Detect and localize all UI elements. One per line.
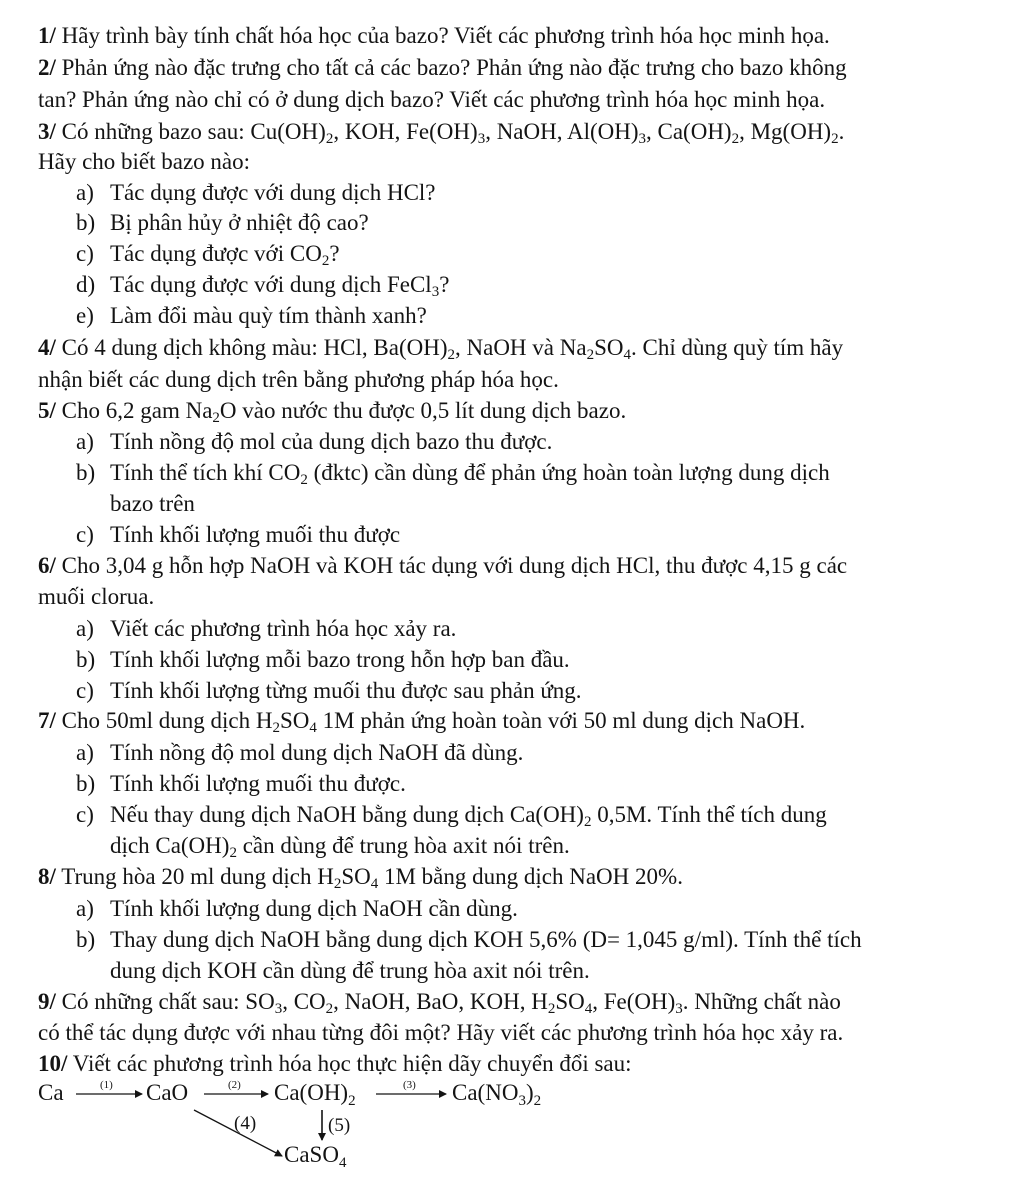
question-3-item-e: e) Làm đổi màu quỳ tím thành xanh?	[76, 303, 427, 328]
step-1-label: (1)	[100, 1079, 113, 1091]
question-9-line-1: 9/ Có những chất sau: $SO_3$, $CO_2$, NaOH, BaO, KOH, $H_2SO_4$, $Fe(OH)_3$. Những chất nào	[38, 989, 841, 1017]
question-7-item-b: b) Tính khối lượng muối thu được.	[76, 771, 406, 796]
question-6-item-a: a) Viết các phương trình hóa học xảy ra.	[76, 616, 457, 641]
question-7-item-c: c) Nếu thay dung dịch NaOH bằng dung dịch $Ca(OH)_2$ 0,5M. Tính thể tích dung	[76, 802, 827, 830]
question-8-item-b: b) Thay dung dịch NaOH bằng dung dịch KOH 5,6% (D= 1,045 g/ml). Tính thể tích	[76, 927, 862, 952]
reaction-scheme	[38, 1076, 738, 1200]
species-ca-oh-2: $Ca(OH)_2$	[274, 1080, 356, 1109]
question-3-item-d: d) Tác dụng được với dung dịch FeCl$_3$?	[76, 272, 450, 300]
question-5-line-1: 5/ Cho 6,2 gam $Na_2O$ vào nước thu được 0,5 lít dung dịch bazo.	[38, 398, 627, 426]
species-ca-no3-2: $Ca(NO_3)_2$	[452, 1080, 542, 1109]
question-5-item-a: a) Tính nồng độ mol của dung dịch bazo thu được.	[76, 429, 553, 454]
species-cao: CaO	[146, 1080, 189, 1105]
question-2-line-1: 2/ Phản ứng nào đặc trưng cho tất cả các bazo? Phản ứng nào đặc trưng cho bazo không	[38, 55, 847, 80]
question-5-item-b: b) Tính thể tích khí $CO_2$ (đktc) cần dùng để phản ứng hoàn toàn lượng dung dịch	[76, 460, 830, 488]
question-7-item-c-line-2: dịch $Ca(OH)_2$ cần dùng để trung hòa axit nói trên.	[110, 833, 570, 861]
species-caso4: CaSO$_4$	[284, 1142, 347, 1171]
step-3-label: (3)	[403, 1079, 416, 1091]
question-2-line-2: tan? Phản ứng nào chỉ có ở dung dịch bazo? Viết các phương trình hóa học minh họa.	[38, 87, 826, 112]
question-1: 1/ Hãy trình bày tính chất hóa học của bazo? Viết các phương trình hóa học minh họa.	[38, 23, 830, 48]
question-6-item-b: b) Tính khối lượng mỗi bazo trong hỗn hợp ban đầu.	[76, 647, 570, 672]
question-4-line-2: nhận biết các dung dịch trên bằng phương pháp hóa học.	[38, 367, 559, 392]
species-ca: Ca	[38, 1080, 64, 1105]
question-6-line-1: 6/ Cho 3,04 g hỗn hợp NaOH và KOH tác dụng với dung dịch HCl, thu được 4,15 g các	[38, 553, 848, 578]
question-10: 10/ Viết các phương trình hóa học thực hiện dãy chuyển đổi sau:	[38, 1051, 632, 1076]
question-5-item-b-line-2: bazo trên	[110, 491, 195, 516]
question-6-line-2: muối clorua.	[38, 584, 155, 609]
question-3-line-2: Hãy cho biết bazo nào:	[38, 149, 251, 174]
question-3-item-a: a) Tác dụng được với dung dịch HCl?	[76, 180, 436, 205]
step-5-label: (5)	[328, 1115, 351, 1136]
step-2-label: (2)	[228, 1079, 241, 1091]
question-8-item-b-line-2: dung dịch KOH cần dùng để trung hòa axit nói trên.	[110, 958, 590, 983]
step-4-label: (4)	[234, 1113, 257, 1134]
question-3-item-b: b) Bị phân hủy ở nhiệt độ cao?	[76, 210, 369, 235]
question-4-line-1: 4/ Có 4 dung dịch không màu: HCl, $Ba(OH)_2$, NaOH và $Na_2SO_4$. Chỉ dùng quỳ tím hãy	[38, 335, 844, 363]
question-3-line-1: 3/ Có những bazo sau: $Cu(OH)_2$, KOH, $Fe(OH)_3$, NaOH, $Al(OH)_3$, $Ca(OH)_2$, $Mg(OH)_2$.	[38, 119, 845, 147]
question-6-item-c: c) Tính khối lượng từng muối thu được sau phản ứng.	[76, 678, 582, 703]
question-8-item-a: a) Tính khối lượng dung dịch NaOH cần dùng.	[76, 896, 518, 921]
question-3-item-c: c) Tác dụng được với $CO_2$?	[76, 241, 340, 269]
question-9-line-2: có thể tác dụng được với nhau từng đôi một? Hãy viết các phương trình hóa học xảy ra.	[38, 1020, 844, 1045]
question-7-line-1: 7/ Cho 50ml dung dịch $H_2SO_4$ 1M phản ứng hoàn toàn với 50 ml dung dịch NaOH.	[38, 708, 806, 736]
question-5-item-c: c) Tính khối lượng muối thu được	[76, 522, 401, 547]
question-7-item-a: a) Tính nồng độ mol dung dịch NaOH đã dùng.	[76, 740, 524, 765]
question-8-line-1: 8/ Trung hòa 20 ml dung dịch $H_2SO_4$ 1M bằng dung dịch NaOH 20%.	[38, 864, 683, 892]
